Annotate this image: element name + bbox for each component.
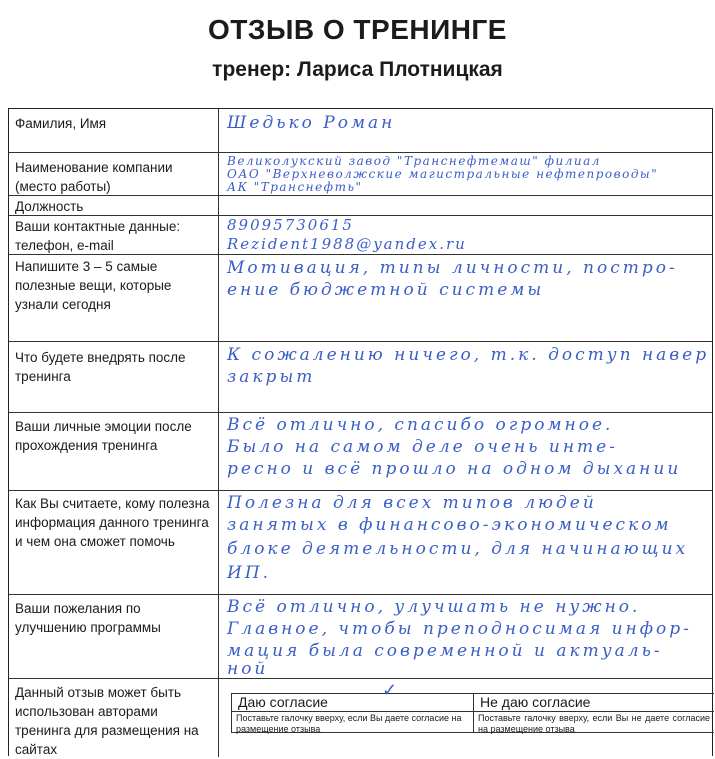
row-implement <box>9 342 712 413</box>
trainer-subtitle: тренер: Лариса Плотницкая <box>212 58 503 81</box>
answer-line: Мотивация, типы личности, постро- <box>227 258 678 278</box>
row-contacts <box>9 216 712 255</box>
row-label: Фамилия, Имя <box>9 109 219 152</box>
row-answer[interactable] <box>223 153 712 195</box>
disagree-note: Поставьте галочку вверху, если Вы не даете согласие на размещение отзыва <box>478 713 710 734</box>
answer-line: ение бюджетной системы <box>227 280 545 300</box>
row-answer[interactable] <box>223 491 712 594</box>
answer-line: Великолукский завод "Транснефтемаш" филиал <box>227 154 601 168</box>
row-label: Ваши личные эмоции после прохождения тренинга <box>9 413 219 490</box>
row-answer[interactable] <box>223 216 712 254</box>
answer-line: Шедько Роман <box>227 113 396 133</box>
row-label: Ваши контактные данные: телефон, e-mail <box>9 216 219 254</box>
answer-line: 89095730615 <box>227 216 354 234</box>
answer-line: ной <box>227 659 269 678</box>
answer-line: Всё отлично, улучшать не нужно. <box>227 597 641 617</box>
answer-line: блоке деятельности, для начинающих <box>227 539 689 559</box>
row-answer[interactable] <box>223 255 712 341</box>
row-emotions <box>9 413 712 491</box>
answer-line: Главное, чтобы преподносимая инфор- <box>227 619 692 639</box>
row-company <box>9 153 712 196</box>
row-label: Напишите 3 – 5 самые полезные вещи, которые узнали сегодня <box>9 255 219 341</box>
answer-line: Всё отлично, спасибо огромное. <box>227 415 614 435</box>
answer-line: ИП. <box>227 563 272 583</box>
answer-line: занятых в финансово-экономическом <box>227 515 672 535</box>
row-label: Данный отзыв может быть использован авторами тренинга для размещения на сайтах <box>9 679 219 757</box>
agree-label: Даю согласие <box>232 694 473 712</box>
row-answer[interactable] <box>223 196 712 215</box>
consent-options <box>231 680 714 734</box>
row-label: Должность <box>9 196 219 215</box>
row-answer[interactable] <box>223 342 712 412</box>
disagree-option[interactable] <box>474 694 714 732</box>
answer-line: ресно и всё прошло на одном дыхании <box>227 459 682 479</box>
answer-line: Было на самом деле очень инте- <box>227 437 618 457</box>
answer-line: закрыт <box>227 367 316 387</box>
row-label: Что будете внедрять после тренинга <box>9 342 219 412</box>
page-title: ОТЗЫВ О ТРЕНИНГЕ <box>208 14 507 45</box>
answer-line: Полезна для всех типов людей <box>227 493 597 513</box>
row-answer[interactable] <box>223 109 712 152</box>
agree-option[interactable] <box>232 680 474 734</box>
row-usefulness <box>9 491 712 595</box>
answer-line: ОАО "Верхневолжские магистральные нефтепроводы" <box>227 167 659 181</box>
row-label: Как Вы считаете, кому полезна информация данного тренинга и чем она сможет помочь <box>9 491 219 594</box>
row-position <box>9 196 712 216</box>
row-label: Ваши пожелания по улучшению программы <box>9 595 219 678</box>
row-wishes <box>9 595 712 679</box>
row-consent <box>9 679 712 757</box>
answer-line: Rezident1988@yandex.ru <box>227 235 467 253</box>
row-answer[interactable] <box>223 413 712 490</box>
row-answer[interactable] <box>223 595 712 678</box>
agree-note: Поставьте галочку вверху, если Вы даете согласие на размещение отзыва <box>236 713 462 734</box>
disagree-label: Не даю согласие <box>474 694 714 712</box>
row-useful-things <box>9 255 712 342</box>
answer-line: мация была современной и актуаль- <box>227 641 663 661</box>
check-icon: ✓ <box>382 680 398 700</box>
feedback-form <box>8 108 713 756</box>
row-label: Наименование компании (место работы) <box>9 153 219 195</box>
answer-line: К сожалению ничего, т.к. доступ навер <box>227 345 710 365</box>
answer-line: АК "Транснефть" <box>227 180 363 194</box>
row-name <box>9 109 712 153</box>
